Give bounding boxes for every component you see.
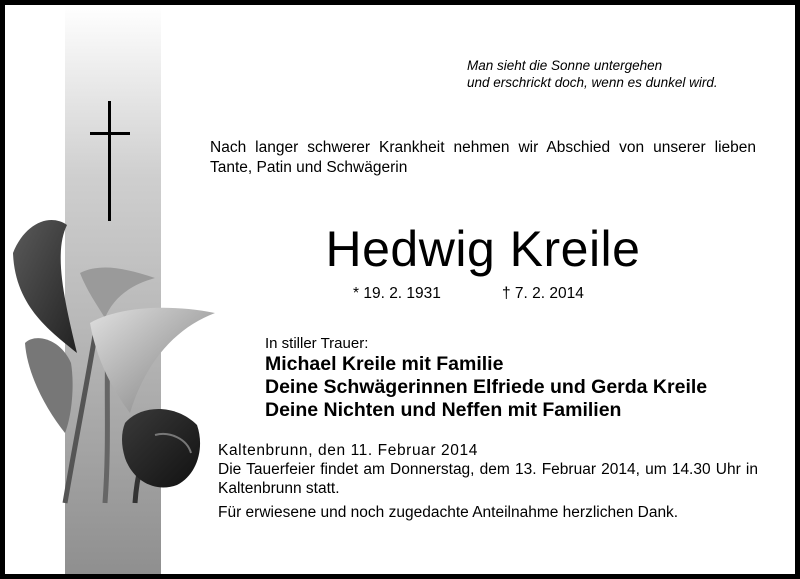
motto-line-2: und erschrickt doch, wenn es dunkel wird.: [467, 75, 718, 90]
funeral-info: Die Tauerfeier findet am Donnerstag, dem 13. Februar 2014, um 14.30 Uhr in Kaltenbrunn statt.: [218, 461, 758, 497]
mourning-label: In stiller Trauer:: [265, 335, 369, 352]
intro-text: Nach langer schwerer Krankheit nehmen wir Abschied von unserer lieben Tante, Patin und Schwägerin: [210, 139, 756, 176]
calla-lily-icon: [5, 213, 225, 513]
mourner-item: Deine Schwägerinnen Elfriede und Gerda Kreile: [265, 376, 708, 398]
motto-line-1: Man sieht die Sonne untergehen: [467, 58, 663, 73]
motto-quote: [467, 57, 767, 91]
death-date: † 7. 2. 2014: [502, 285, 584, 302]
deceased-name: Hedwig Kreile: [325, 221, 641, 277]
mourner-item: Michael Kreile mit Familie: [265, 353, 504, 375]
place-date: Kaltenbrunn, den 11. Februar 2014: [218, 442, 478, 459]
thanks-text: Für erwiesene und noch zugedachte Anteilnahme herzlichen Dank.: [218, 504, 679, 521]
birth-date: * 19. 2. 1931: [353, 285, 441, 302]
mourner-item: Deine Nichten und Neffen mit Familien: [265, 399, 622, 421]
cross-icon: [85, 101, 135, 221]
mourners-list: [265, 353, 707, 422]
footer-block: [218, 441, 758, 522]
